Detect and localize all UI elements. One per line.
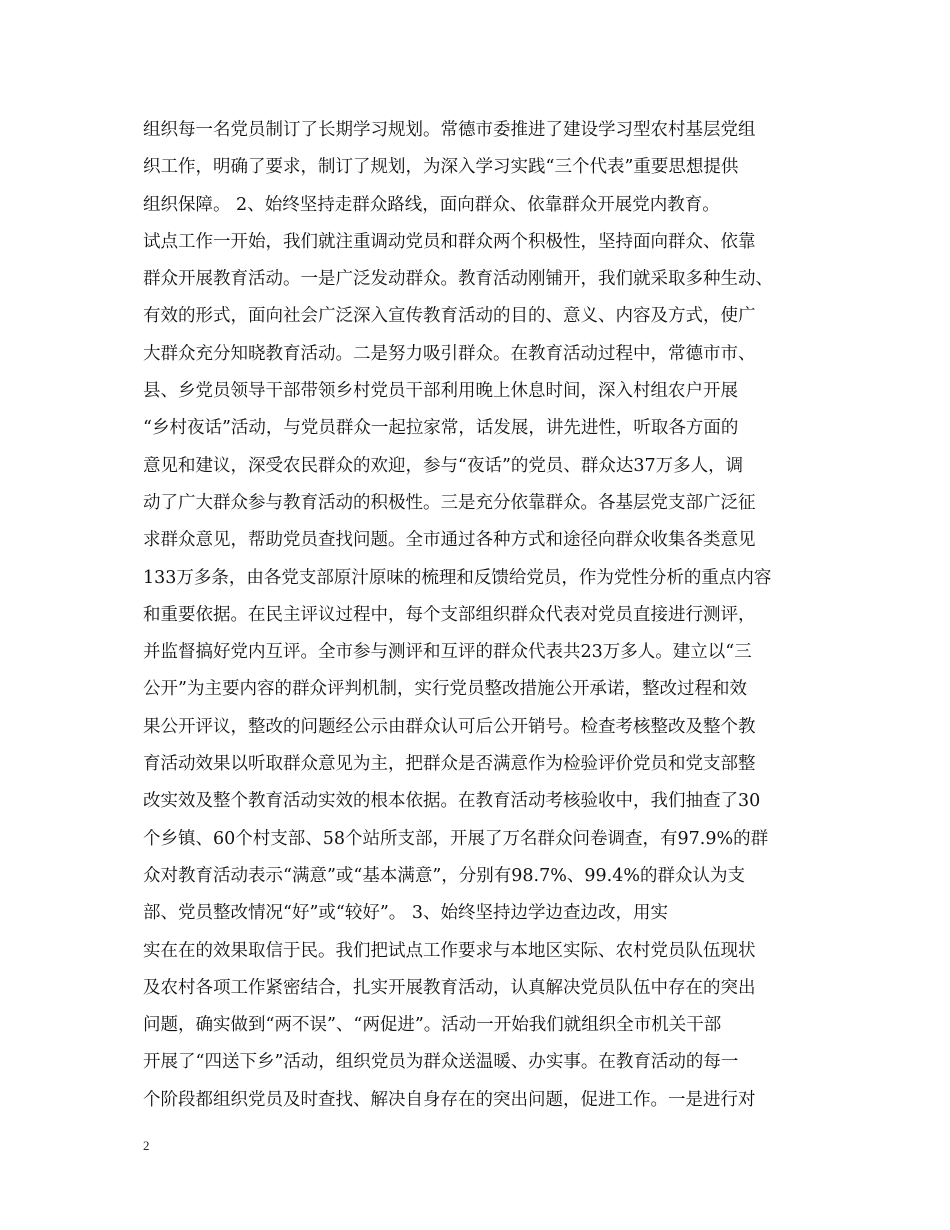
body-text xyxy=(143,112,823,1119)
text-line: 个乡镇、60个村支部、58个站所支部，开展了万名群众问卷调查，有97.9%的群 xyxy=(143,828,769,849)
text-line: 求群众意见，帮助党员查找问题。全市通过各种方式和途径向群众收集各类意见 xyxy=(143,530,756,551)
text-line: 意见和建议，深受农民群众的欢迎，参与“夜话”的党员、群众达37万多人，调 xyxy=(143,455,744,476)
text-line: 育活动效果以听取群众意见为主，把群众是否满意作为检验评价党员和党支部整 xyxy=(143,754,756,775)
text-line: 大群众充分知晓教育活动。二是努力吸引群众。在教育活动过程中，常德市市、 xyxy=(143,343,756,364)
text-line: 众对教育活动表示“满意”或“基本满意”，分别有98.7%、99.4%的群众认为支 xyxy=(143,865,745,886)
text-line: 并监督搞好党内互评。全市参与测评和互评的群众代表共23万多人。建立以“三 xyxy=(143,642,752,663)
text-line: 动了广大群众参与教育活动的积极性。三是充分依靠群众。各基层党支部广泛征 xyxy=(143,492,756,513)
text-line: 群众开展教育活动。一是广泛发动群众。教育活动刚铺开，我们就采取多种生动、 xyxy=(143,269,773,290)
text-line: 县、乡党员领导干部带领乡村党员干部利用晚上休息时间，深入村组农户开展 xyxy=(143,381,738,402)
text-line: 实在在的效果取信于民。我们把试点工作要求与本地区实际、农村党员队伍现状 xyxy=(143,940,756,961)
text-line: 部、党员整改情况“好”或“较好”。 3、始终坚持边学边查边改，用实 xyxy=(143,903,668,924)
text-line: 组织每一名党员制订了长期学习规划。常德市委推进了建设学习型农村基层党组 xyxy=(143,120,756,140)
text-line: 组织保障。 2、始终坚持走群众路线，面向群众、依靠群众开展党内教育。 xyxy=(143,194,720,215)
text-line: 改实效及整个教育活动实效的根本依据。在教育活动考核验收中，我们抽查了30 xyxy=(143,791,761,812)
text-line: 试点工作一开始，我们就注重调动党员和群众两个积极性，坚持面向群众、依靠 xyxy=(143,231,756,252)
text-line: 个阶段都组织党员及时查找、解决自身存在的突出问题，促进工作。一是进行对 xyxy=(143,1089,756,1110)
text-line: “乡村夜话”活动，与党员群众一起拉家常，话发展，讲先进性，听取各方面的 xyxy=(143,418,739,439)
page-number: 2 xyxy=(143,1138,150,1153)
text-line: 有效的形式，面向社会广泛深入宣传教育活动的目的、意义、内容及方式，使广 xyxy=(143,306,756,327)
text-line: 及农村各项工作紧密结合，扎实开展教育活动，认真解决党员队伍中存在的突出 xyxy=(143,977,756,998)
text-line: 公开”为主要内容的群众评判机制，实行党员整改措施公开承诺，整改过程和效 xyxy=(143,679,747,700)
text-line: 果公开评议，整改的问题经公示由群众认可后公开销号。检查考核整改及整个教 xyxy=(143,716,756,737)
text-line: 和重要依据。在民主评议过程中，每个支部组织群众代表对党员直接进行测评， xyxy=(143,604,756,625)
text-line: 织工作，明确了要求，制订了规划，为深入学习实践“三个代表”重要思想提供 xyxy=(143,157,739,178)
text-line: 问题，确实做到“两不误”、“两促进”。活动一开始我们就组织全市机关干部 xyxy=(143,1015,722,1036)
text-line: 133万多条，由各党支部原汁原味的梳理和反馈给党员，作为党性分析的重点内容 xyxy=(143,567,772,588)
text-line: 开展了“四送下乡”活动，组织党员为群众送温暖、办实事。在教育活动的每一 xyxy=(143,1052,739,1073)
